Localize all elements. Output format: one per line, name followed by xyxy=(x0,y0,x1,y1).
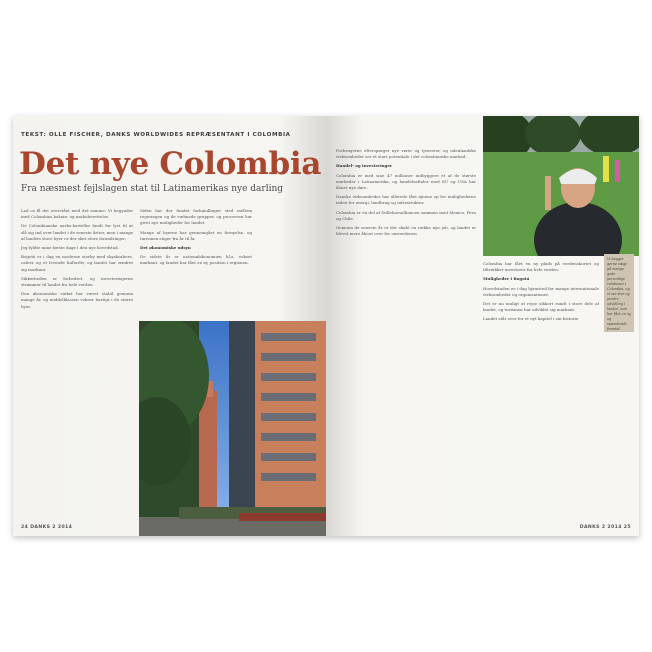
right-page xyxy=(326,116,639,536)
paragraph: De Colombianske narko-karteller fandt for lyst til at slå sig ind over landet i de seneste årtier, men i mange af landets store byer er der sket store forandringer. xyxy=(21,223,133,241)
article-lede: Fra næsmest fejlslagen stat til Latinamerikas nye darling xyxy=(21,184,284,194)
golf-portrait-photo xyxy=(483,116,639,256)
pull-quote: Vi lægger gerne vægt på mange gode personlige relationer i Colombia, og vi ser stor og positiv udvikling i landet, som har fået en ny og spændende fremtid. xyxy=(604,254,634,332)
paragraph: Colombia er en del af Stillehavsalliancen sammen med Mexico, Peru og Chile. xyxy=(336,209,476,221)
paragraph: Sikkerheden er forbedret, og investeringerne strømmer til landet fra hele verden. xyxy=(21,275,133,288)
article-title: Det nye Colombia xyxy=(19,146,322,182)
paragraph: Lad os få det overstået med det samme: Vi begynder med Colombias kokain- og narkoberettelse. xyxy=(21,208,133,220)
paragraph: Hovedstaden er i dag hjemsted for mange internationale virksomheder og organisationer. xyxy=(483,285,599,297)
subheading: Det økonomiske udsyn xyxy=(140,245,191,251)
page-folio-left: 24 DANKS 2 2014 xyxy=(21,525,73,530)
page-folio-right: DANKS 2 2014 25 xyxy=(579,525,631,530)
article-kicker: TEKST: OLLE FISCHER, DANKS WORLDWIDES REPRÆSENTANT I COLOMBIA xyxy=(21,132,291,138)
paragraph: De sidste år er nationaløkonomien bl.a. vokset markant, og landet har fået en ny position i regionen. xyxy=(140,254,252,266)
paragraph: Danske virksomheder har allerede fået øjnene op for mulighederne inden for energi, landbrug og infrastruktur. xyxy=(336,194,476,206)
paragraph: Colombia er med sine 47 millioner indbyggere et af de største markeder i Latinamerika, og handelsaftaler med EU og USA har åbnet nye døre. xyxy=(336,172,476,191)
paragraph: Landet står over for et nyt kapitel i sin historie. xyxy=(483,316,580,322)
right-column-2 xyxy=(483,261,599,523)
paragraph: Siden har der fundet forhandlinger sted mellem regeringen og de væbnede grupper, og processen har givet nye muligheder for landet. xyxy=(140,208,252,226)
right-column-1 xyxy=(336,148,476,523)
paragraph: Det er nu muligt at rejse sikkert rundt i store dele af landet, og turismen har udviklet sig markant. xyxy=(483,301,599,313)
paragraph: Bogotá er i dag en moderne storby med skyskrabere, cafeer og et levende kulturliv, og landet har ændret sig markant. xyxy=(21,254,133,272)
paragraph: Mange af byerne har gennemgået en fornyelse, og turismen stiger fra år til år. xyxy=(140,229,252,241)
paragraph: Jeg fyldte mine første dage i den nye hovedstad. xyxy=(21,245,120,251)
paragraph: Forbrugerne efterspørger nye varer og tjenester, og udenlandske virksomheder ser et stort potentiale i det colombianske marked. xyxy=(336,148,476,160)
left-column-1 xyxy=(21,208,133,520)
paragraph: Den økonomiske vækst har været stabil gennem mange år, og middelklassen vokser hurtigt i de større byer. xyxy=(21,291,133,309)
paragraph: Gennem de seneste år er der skabt en række nye job, og landet er blevet mere åbent over for omverdenen. xyxy=(336,225,476,237)
magazine-spread xyxy=(13,116,639,536)
subheading: Handel- og investeringer xyxy=(336,163,392,169)
left-page xyxy=(13,116,326,536)
left-column-2 xyxy=(140,208,252,318)
bogota-buildings-photo xyxy=(139,321,326,536)
subheading: Muligheder i Bogotá xyxy=(483,276,530,282)
paragraph: Colombia har fået en ny plads på verdenskortet og tiltrækker investorer fra hele verden. xyxy=(483,261,599,273)
